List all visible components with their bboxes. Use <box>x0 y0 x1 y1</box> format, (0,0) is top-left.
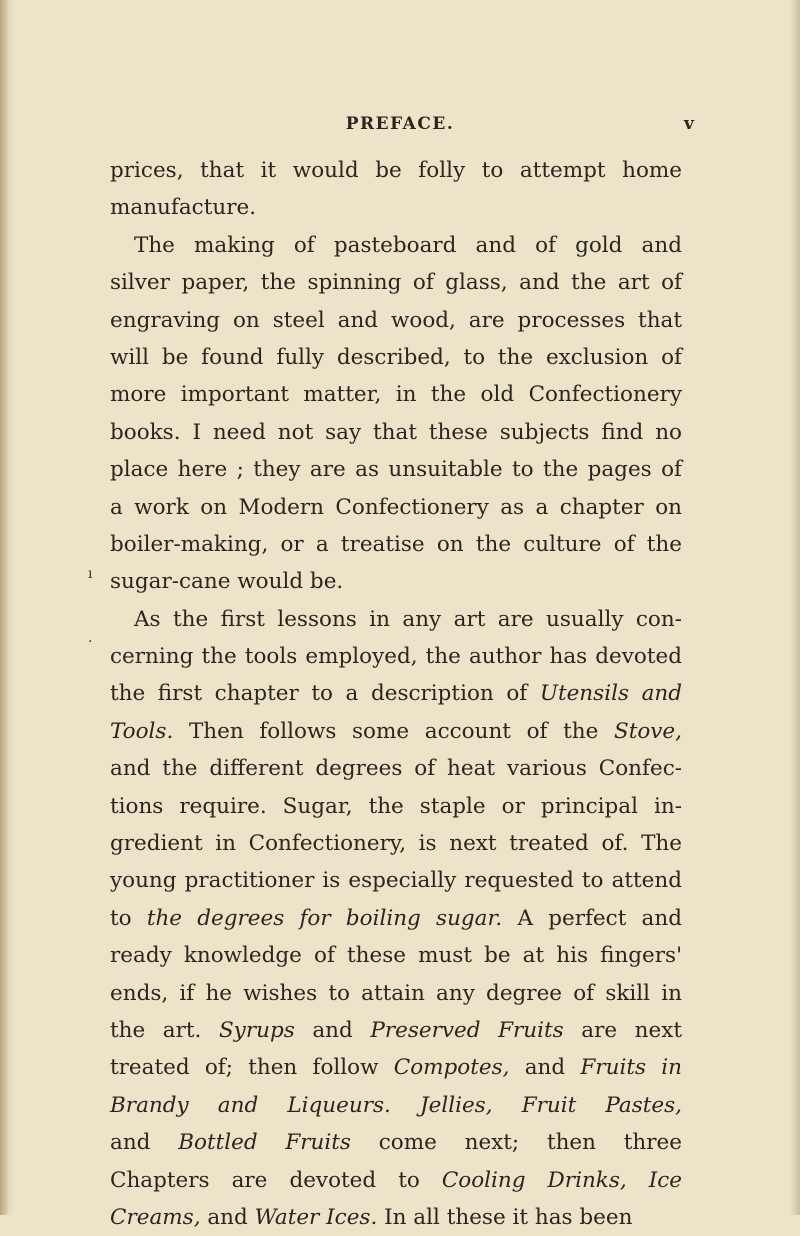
text-run: Chapters are devoted to <box>110 1167 442 1193</box>
text-line <box>110 675 682 712</box>
text-run: and <box>110 1130 179 1156</box>
italic-run: Preserved Fruits <box>370 1017 564 1043</box>
text-line <box>110 601 682 638</box>
text-run: and <box>294 1017 371 1043</box>
text-run: place here ; they are as unsuitable to the pages of <box>110 457 682 483</box>
text-run: In all these it has been <box>377 1204 633 1230</box>
text-run: will be found fully described, to the exclusion of <box>110 344 682 370</box>
italic-run: Brandy and Liqueurs. <box>110 1092 391 1118</box>
text-line <box>110 152 682 189</box>
page-gutter-edge <box>0 0 8 1215</box>
body-text <box>110 152 682 1236</box>
text-run: more important matter, in the old Confectionery <box>110 382 682 408</box>
text-line <box>110 414 682 451</box>
italic-run: Jellies, <box>419 1092 493 1118</box>
text-run: engraving on steel and wood, are processes that <box>110 307 682 333</box>
text-line <box>110 489 682 526</box>
text-line <box>110 189 682 226</box>
text-run: books. I need not say that these subjects find no <box>110 419 682 445</box>
text-run: Then follows some account of the <box>173 718 614 744</box>
text-run: young practitioner is especially requested to attend <box>110 868 682 894</box>
text-line <box>110 638 682 675</box>
text-run: and <box>200 1204 255 1230</box>
text-line <box>110 526 682 563</box>
text-line <box>110 264 682 301</box>
text-line <box>110 1124 682 1161</box>
text-run <box>493 1093 522 1118</box>
text-run <box>391 1093 420 1118</box>
text-run: are next <box>563 1017 682 1043</box>
text-run: The making of pasteboard and of gold and <box>134 232 682 258</box>
text-line <box>110 862 682 899</box>
text-run: and <box>509 1055 581 1081</box>
italic-run: Ice <box>648 1167 682 1193</box>
text-run: gredient in Confectionery, is next treated of. The <box>110 831 682 857</box>
italic-run: Creams, <box>110 1204 201 1230</box>
text-run: come next; then three <box>350 1130 682 1156</box>
italic-run: Water Ices. <box>254 1204 378 1230</box>
italic-run: Utensils and <box>539 681 682 707</box>
text-run: the art. <box>110 1017 219 1043</box>
text-run: manufacture. <box>110 195 257 221</box>
italic-run: Bottled Fruits <box>178 1130 351 1156</box>
text-line <box>110 713 682 750</box>
text-line <box>110 900 682 937</box>
text-line <box>110 788 682 825</box>
text-line <box>110 302 682 339</box>
text-line <box>110 1199 682 1236</box>
text-line <box>110 1087 682 1124</box>
text-run: sugar-cane would be. <box>110 569 344 595</box>
text-line <box>110 975 682 1012</box>
text-line <box>110 1162 682 1199</box>
text-run: the first chapter to a description of <box>110 681 540 707</box>
text-line <box>110 563 682 600</box>
italic-run: Cooling Drinks, <box>441 1167 627 1193</box>
text-run: and the different degrees of heat various Confec- <box>110 756 682 782</box>
text-run: ready knowledge of these must be at his fingers' <box>110 943 682 969</box>
text-run: A perfect and <box>502 905 682 931</box>
page-number: v <box>684 114 694 134</box>
text-line <box>110 339 682 376</box>
running-head-title: PREFACE. <box>345 114 455 134</box>
text-line <box>110 750 682 787</box>
text-run: a work on Modern Confectionery as a chapter on <box>110 494 682 520</box>
text-line <box>110 937 682 974</box>
text-line <box>110 1049 682 1086</box>
text-run: prices, that it would be folly to attempt home <box>110 158 682 183</box>
margin-mark-2: · <box>88 634 93 650</box>
italic-run: Tools. <box>110 718 174 744</box>
italic-run: Fruit Pastes, <box>521 1092 682 1118</box>
text-line <box>110 376 682 413</box>
running-head <box>0 110 800 140</box>
text-run: to <box>110 905 147 931</box>
italic-run: Stove, <box>613 718 682 744</box>
text-run: silver paper, the spinning of glass, and the art of <box>110 270 682 296</box>
text-line <box>110 1012 682 1049</box>
text-line <box>110 451 682 488</box>
text-run: boiler-making, or a treatise on the culture of the <box>110 531 682 557</box>
text-run: As the first lessons in any art are usually con- <box>134 606 682 632</box>
italic-run: Syrups <box>218 1017 295 1043</box>
italic-run: Compotes, <box>393 1055 510 1081</box>
text-line <box>110 227 682 264</box>
text-run: ends, if he wishes to attain any degree of skill in <box>110 980 682 1006</box>
text-line <box>110 825 682 862</box>
italic-run: Fruits in <box>580 1055 682 1081</box>
text-run: tions require. Sugar, the staple or principal in- <box>110 793 682 819</box>
text-run: treated of; then follow <box>110 1055 394 1081</box>
margin-mark-1: ı <box>88 566 93 582</box>
text-run <box>627 1168 649 1193</box>
text-run: cerning the tools employed, the author has devoted <box>110 644 682 670</box>
italic-run: the degrees for boiling sugar. <box>146 905 503 931</box>
